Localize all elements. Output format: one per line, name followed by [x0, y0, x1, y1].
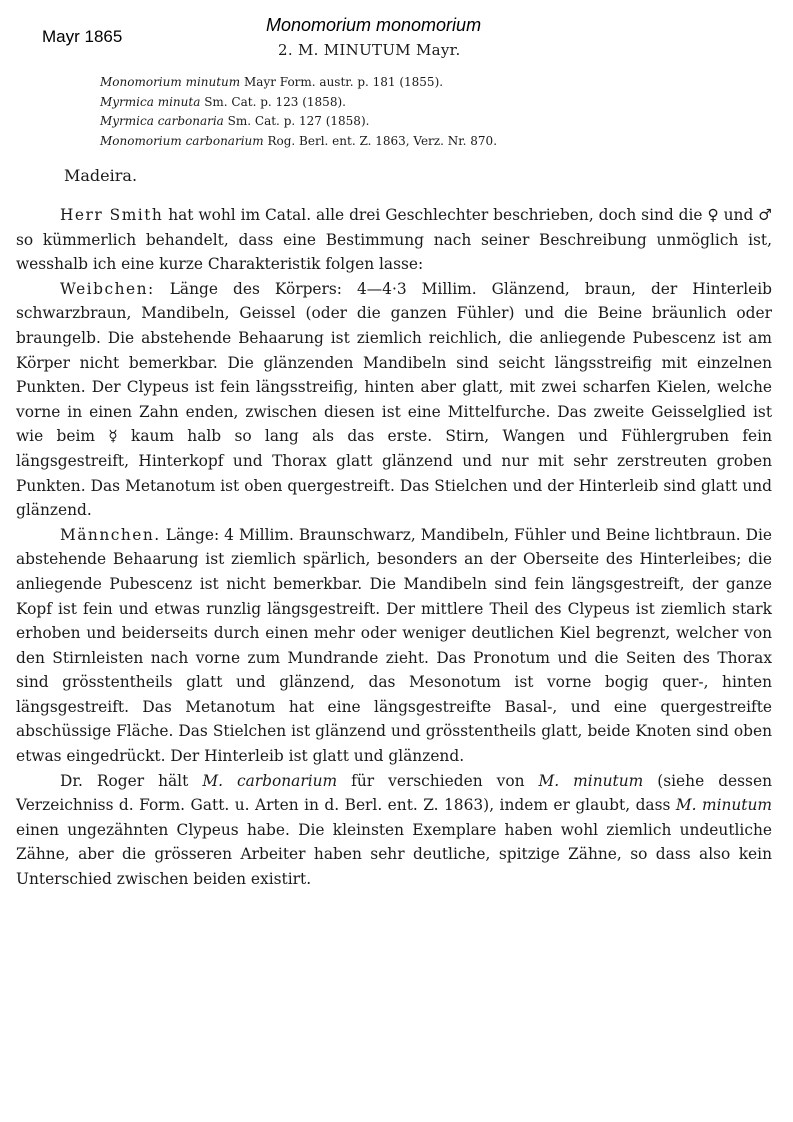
paragraph-text: Länge: 4 Millim. Braunschwarz, Mandibeln, Fühler und Beine lichtbraun. Die abstehende Behaarung ist ziemlich spärlich, besonders an der Oberseite des Hinterleibes; die anliegende Pubescenz ist nicht bemerkbar. Die Mandibeln sind fein längsgestreift, der ganze Kopf ist fein und etwas runzlig längsgestreift. Der mittlere Theil des Clypeus ist ziemlich stark erhoben und beiderseits durch einen mehr oder weniger deutlichen Kiel begrenzt, welcher von den Stirnleisten nach vorne zum Mundrande zieht. Das Pronotum und die Seiten des Thorax sind grösstentheils glatt und glänzend, das Mesonotum ist vorne bogig quer-, hinten längsgestreift. Das Metanotum hat eine längsgestreifte Basal-, und eine quergestreifte abschüssige Fläche. Das Stielchen ist glänzend und grösstentheils glatt, beide Knoten sind oben etwas eingedrückt. Der Hinterleib ist glatt und glänzend. — [16, 525, 772, 766]
synonym-name: Myrmica minuta — [100, 94, 201, 109]
paragraph-male — [16, 523, 772, 769]
paragraph-roger — [16, 769, 772, 892]
paragraph-text: hat wohl im Catal. alle drei Geschlechter beschrieben, doch sind die ♀ und ♂ so kümmerlich behandelt, dass eine Bestimmung nach seiner Beschreibung unmöglich ist, wesshalb ich eine kurze Charakteristik folgen lasse: — [16, 206, 772, 274]
species-heading: 2. M. MINUTUM Mayr. — [278, 41, 461, 59]
synonym-name: Monomorium minutum — [100, 75, 241, 89]
synonym-entry — [100, 132, 700, 152]
text-run: (siehe dessen Verzeichniss d. Form. Gatt. u. Arten in d. Berl. ent. Z. 1863), indem er glaubt, dass — [16, 771, 772, 815]
synonym-reference: Rog. Berl. ent. Z. 1863, Verz. Nr. 870. — [267, 133, 498, 148]
annotation-species-name: Monomorium monomorium — [266, 15, 482, 35]
synonym-entry — [100, 112, 700, 132]
paragraph-lead: Männchen. — [60, 525, 161, 544]
paragraph-lead: Herr Smith — [60, 206, 164, 224]
synonym-name: Myrmica carbonaria — [100, 114, 224, 128]
paragraph-text: Länge des Körpers: 4—4·3 Millim. Glänzend, braun, der Hinterleib schwarzbraun, Mandibeln, Geissel (oder die ganzen Fühler) und die Beine bräunlich oder braungelb. Die abstehende Behaarung ist ziemlich reichlich, die anliegende Pubescenz ist am Körper nicht bemerkbar. Die glänzenden Mandibeln sind seicht längsstreifig mit einzelnen Punkten. Der Clypeus ist fein längsstreifig, hinten aber glatt, mit zwei scharfen Kielen, welche vorne in einen Zahn enden, zwischen diesen ist eine Mittelfurche. Das zweite Geisselglied ist wie beim ☿ kaum halb so lang als das erste. Stirn, Wangen und Fühlergruben fein längsgestreift, Hinterkopf und Thorax glatt glänzend und nur mit sehr zerstreuten groben Punkten. Das Metanotum ist oben quergestreift. Das Stielchen und der Hinterleib sind glatt und glänzend. — [16, 279, 772, 520]
synonym-name: Monomorium carbonarium — [100, 133, 264, 148]
synonym-reference: Mayr Form. austr. p. 181 (1855). — [244, 75, 444, 89]
paragraph-intro — [16, 203, 772, 277]
text-run: einen ungezähnten Clypeus habe. Die kleinsten Exemplare haben wohl ziemlich undeutliche Zähne, aber die grösseren Arbeiter haben sehr deutliche, spitzige Zähne, so dass also kein Unterschied zwischen beiden existirt. — [16, 820, 772, 889]
locality: Madeira. — [64, 166, 138, 185]
annotation-author-year: Mayr 1865 — [42, 27, 123, 46]
synonym-reference: Sm. Cat. p. 123 (1858). — [204, 94, 346, 109]
synonym-entry — [100, 73, 700, 93]
synonymy-list — [100, 73, 700, 151]
paragraph-lead: Weibchen: — [60, 279, 155, 298]
description-body — [16, 203, 772, 892]
synonym-reference: Sm. Cat. p. 127 (1858). — [227, 114, 370, 128]
taxon-name: M. minutum — [538, 771, 644, 790]
taxon-name: M. carbonarium — [202, 771, 338, 790]
text-run: für verschieden von — [337, 771, 539, 790]
taxon-name: M. minutum — [675, 796, 773, 815]
text-run: Dr. Roger hält — [60, 771, 203, 790]
paragraph-female — [16, 277, 772, 523]
synonym-entry — [100, 93, 700, 113]
